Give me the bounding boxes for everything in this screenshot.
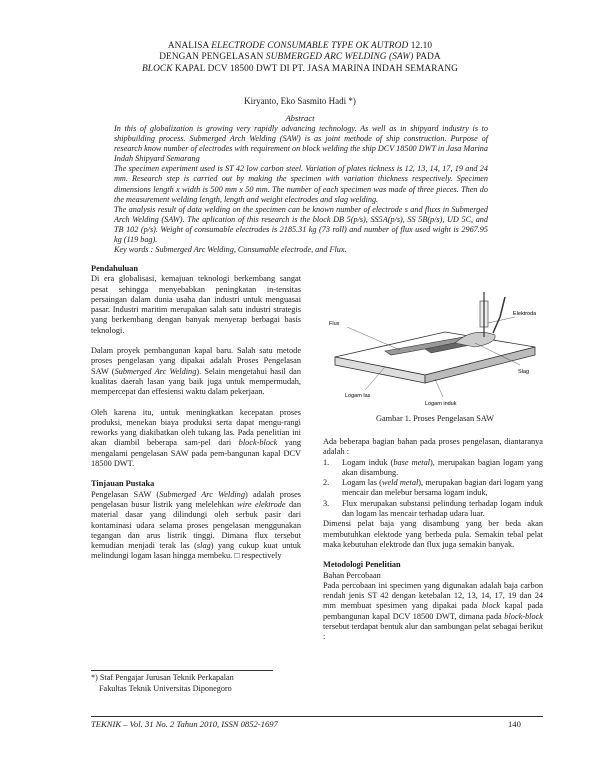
abstract-paragraph: In this of globalization is growing very rapidly advancing technology. As well as in shipyard industry is to shipbuilding process. Submerged Arch Welding (SAW) is as joint methode of ship construction. Purpose of research know number of electrodes with requirement on block welding the ship DCV 18500 DWT in Jasa Marina Indah Shipyard Semarang (114, 124, 488, 164)
paragraph: Dalam proyek pembangunan kapal baru. Salah satu metode proses pengelasan yang dipakai adalah Proses Pengelasan SAW (Submerged Arc Welding). Selain mengetahui hasil dan kualitas daerah lasan yang baik juga untuk mempermudah, mempercepat dan effesiensi waktu dalam pekerjaan. (91, 346, 301, 397)
page-number: 140 (508, 719, 521, 729)
paragraph: Pada percobaan ini specimen yang digunakan adalah baja carbon rendah jenis ST 42 dengan ketebalan 12, 13, 14, 17, 19 dan 24 mm membuat spesimen yang dipakai pada block kapal pada pembangunan kapal DCV 18500 DWT, dimana pada block-block tersebut terdapat bentuk alur dan sambungan pelat sebagai berikut : (323, 580, 543, 642)
section-heading-pendahuluan: Pendahuluan (91, 264, 139, 273)
material-list (323, 458, 543, 520)
label-logam-induk: Logam induk (425, 401, 457, 407)
paragraph: Dimensi pelat baja yang disambung yang ber beda akan membutuhkan elektode yang berbeda pula. Semakin tebal pelat maka kebutuhan elektrode dan flux juga semakin banyak. (323, 519, 543, 549)
footnote-rule (91, 670, 273, 671)
section-heading-metodologi: Metodologi Penelitian (323, 560, 401, 570)
paragraph: Pengelasan SAW (Submerged Arc Welding) adalah proses pengelasan busur listrik yang melelehkan wire elektrode dan material dasar yang dilindungi oleh serbuk pasir dari kontaminasi udara selama proses pengelasan menggunakan tegangan dan arus listrik tinggi. Dimana flux tersebut kemudian menjadi terak las (slag) yang cukup kuat untuk melindungi logam lasan hingga membeku. □ respectively (91, 489, 301, 561)
label-slag: Slag (518, 369, 530, 375)
paragraph: Di era globalisasi, kemajuan teknologi berkembang sangat pesat sehingga menyebabkan peningkatan in-tensitas persaingan dalam dunia usaha dan industri untuk menguasai pasar. Industri maritim merupakan salah satu industri strategis yang berkembang dengan banyak menyerap berbagai basis teknologi. (91, 274, 301, 335)
left-column (91, 264, 301, 562)
flux-tube (493, 297, 505, 333)
label-flux: Flux (329, 321, 340, 327)
paper-title: ANALISA ELECTRODE CONSUMABLE TYPE OK AUTROD 12.10 DENGAN PENGELASAN SUBMERGED ARC WELDING (SAW) PADA BLOCK KAPAL DCV 18500 DWT DI PT. JASA MARINA INDAH SEMARANG (142, 41, 458, 74)
saw-process-figure (325, 287, 545, 417)
paragraph: Oleh karena itu, untuk meningkatkan kecepatan proses produksi, menekan biaya produksi serta dapat mengu-rangi reworks yang diakibatkan oleh tukang las. Pada penelitian ini akan diambil beberapa sam-pel dari block-block yang mengalami pengelasan SAW pada pem-bangunan kapal DCV 18500 DWT. (91, 407, 302, 469)
abstract-paragraph: The analysis result of data welding on the specimen can be known number of electrode s and fluxs in Submerged Arch Welding (SAW). The aplication of this research is the block DB 5(p/s), SS5A(p/s), SS 5B(p/s), UD 5C, and TB 102 (p/s). Weight of consumable electrodes is 2185.31 kg (73 roll) and number of flux used wight is 2967.95 kg (119 bag). (114, 204, 488, 245)
section-heading-tinjauan: Tinjauan Pustaka (91, 479, 155, 489)
journal-footer: TEKNIK – Vol. 31 No. 2 Tahun 2010, ISSN 0852-1697 (91, 719, 278, 729)
paragraph: Ada beberapa bagian bahan pada proses pengelasan, diantaranya adalah : (323, 437, 543, 457)
footer-rule (91, 716, 543, 717)
abstract-heading: Abstract (285, 113, 315, 123)
label-logam-las: Logam las (345, 393, 371, 399)
abstract-body (114, 124, 488, 255)
footnote: *) Staf Pengajar Jurusan Teknik Perkapalan Fakultas Teknik Universitas Diponegoro (91, 673, 234, 693)
figure-caption: Gambar 1. Proses Pengelasan SAW (375, 414, 494, 423)
authors: Kiryanto, Eko Sasmito Hadi *) (244, 96, 356, 106)
list-item: 1. Logam induk (base metal), merupakan bagian logam yang akan disambung. (323, 457, 543, 477)
list-item: 2. Logam las (weld metal), merupakan bagian dari logam yang mencair dan melebur bersama logam induk, (323, 478, 543, 498)
keywords: Key words : Submerged Arc Welding, Consumable electrode, and Flux. (114, 245, 347, 255)
label-elektroda: Elektroda (513, 311, 537, 317)
list-item: 3. Flux merupakan substansi pelindung terhadap logam induk dan logam las mencair terhadap udara luar. (323, 498, 543, 519)
abstract-paragraph: The specimen experiment used is ST 42 low carbon steel. Variation of plates tickness is 12, 13, 14, 17, 19 and 24 mm. Research step is carried out by making the specimen with variation thickness respectively. Specimen dimensions length x width is 500 mm x 50 mm. The number of each specimen was made of three pieces. Then do the measurement welding length, length and weight electrodes and slag welding. (114, 164, 488, 204)
right-column (323, 437, 543, 643)
subsection-heading-bahan: Bahan Percobaan (323, 570, 381, 580)
